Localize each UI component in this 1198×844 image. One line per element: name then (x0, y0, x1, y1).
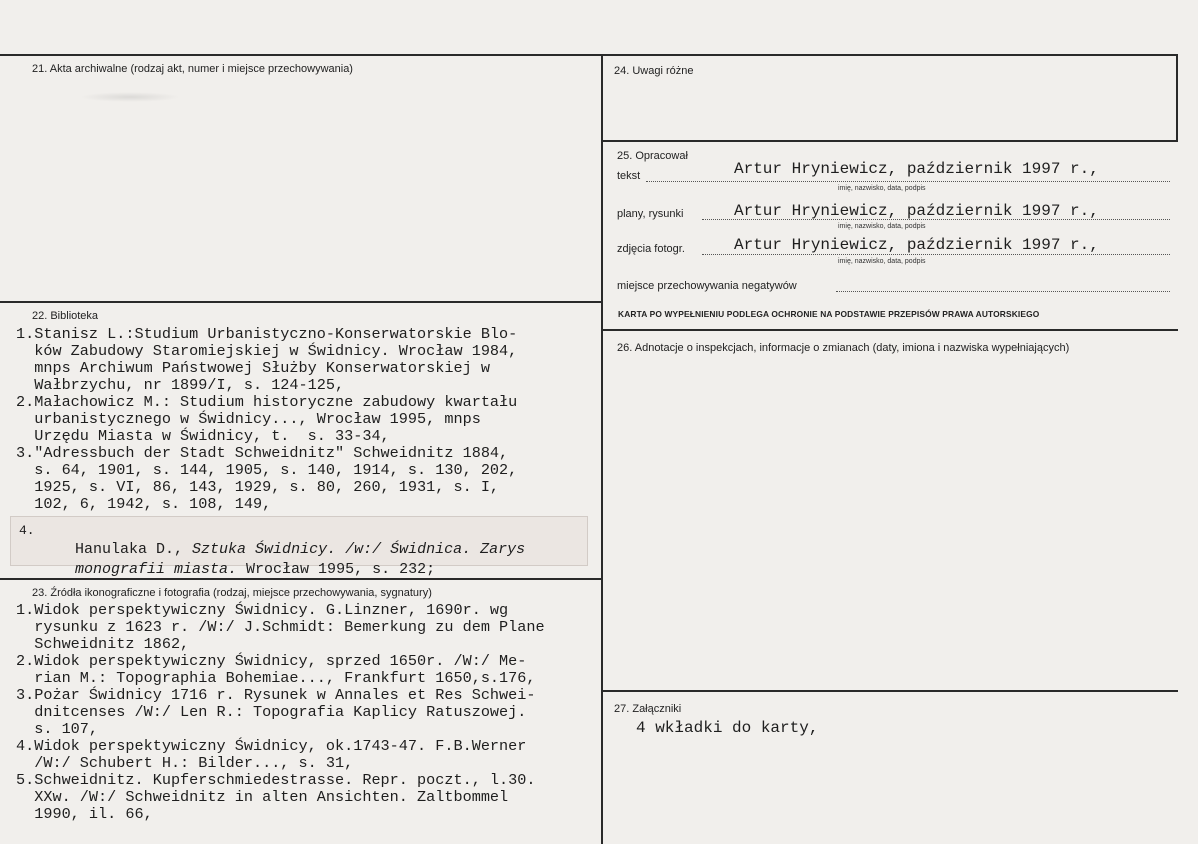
center-divider (601, 54, 603, 844)
author-row-dotted-line (646, 181, 1170, 182)
bibliography-line: s. 64, 1901, s. 144, 1905, s. 140, 1914, s. 130, 202, (16, 461, 518, 479)
bibliography-line: mnps Archiwum Państwowej Służby Konserwatorskiej w (16, 359, 490, 377)
iconography-line: XXw. /W:/ Schweidnitz in alten Ansichten. Zaltbommel (16, 788, 509, 806)
pasted-title-cont: monografii miasta. (75, 561, 238, 578)
pasted-entry-number: 4. (19, 523, 35, 538)
author-row-value-plans: Artur Hryniewicz, październik 1997 r., (734, 202, 1099, 220)
bibliography-line: ków Zabudowy Staromiejskiej w Świdnicy. Wrocław 1984, (16, 342, 518, 360)
bibliography-line: 1925, s. VI, 86, 143, 1929, s. 80, 260, 1931, s. I, (16, 478, 500, 496)
section-25-label: 25. Opracował (617, 150, 688, 162)
author-row-caption: imię, nazwisko, data, podpis (838, 258, 926, 265)
iconography-line: dnitcenses /W:/ Len R.: Topografia Kaplicy Ratuszowej. (16, 703, 527, 721)
bibliography-line: 2.Małachowicz M.: Studium historyczne zabudowy kwartału (16, 393, 518, 411)
iconography-line: /W:/ Schubert H.: Bilder..., s. 31, (16, 754, 354, 772)
divider-25-26 (602, 329, 1178, 331)
section-26-label: 26. Adnotacje o inspekcjach, informacje o zmianach (daty, imiona i nazwiska wypełniających) (617, 342, 1070, 354)
negatives-dotted-line (836, 291, 1170, 292)
iconography-line: 1990, il. 66, (16, 805, 153, 823)
top-border (0, 54, 1178, 56)
copyright-notice: KARTA PO WYPEŁNIENIU PODLEGA OCHRONIE NA PODSTAWIE PRZEPISÓW PRAWA AUTORSKIEGO (618, 309, 1040, 319)
section-24-label: 24. Uwagi różne (614, 65, 694, 77)
bibliography-line: 102, 6, 1942, s. 108, 149, (16, 495, 272, 513)
section-23-label: 23. Źródła ikonograficzne i fotografia (rodzaj, miejsce przechowywania, sygnatury) (32, 587, 432, 599)
author-row-label-plans: plany, rysunki (617, 208, 684, 220)
bibliography-line: 3."Adressbuch der Stadt Schweidnitz" Schweidnitz 1884, (16, 444, 509, 462)
section-21-label: 21. Akta archiwalne (rodzaj akt, numer i miejsce przechowywania) (32, 63, 353, 75)
author-row-label-text: tekst (617, 170, 641, 182)
divider-26-27 (602, 690, 1178, 692)
author-row-value-photos: Artur Hryniewicz, październik 1997 r., (734, 236, 1099, 254)
divider-21-22 (0, 301, 602, 303)
author-row-dotted-line (702, 254, 1170, 255)
pasted-title: Sztuka Świdnicy. /w:/ Świdnica. Zarys (192, 541, 526, 558)
bibliography-line: urbanistycznego w Świdnicy..., Wrocław 1995, mnps (16, 410, 481, 428)
author-row-label-photos: zdjęcia fotogr. (617, 243, 685, 255)
bibliography-line: Wałbrzychu, nr 1899/I, s. 124-125, (16, 376, 345, 394)
pasted-bibliography-slip (10, 516, 588, 578)
pasted-author: Hanulaka D., (75, 541, 193, 558)
author-row-caption: imię, nazwisko, data, podpis (838, 185, 926, 192)
iconography-line: s. 107, (16, 720, 99, 738)
attachments-value: 4 wkładki do karty, (636, 719, 819, 737)
iconography-line: 4.Widok perspektywiczny Świdnicy, ok.1743-47. F.B.Werner (16, 737, 527, 755)
faint-smudge (80, 92, 180, 102)
section-27-label: 27. Załączniki (614, 703, 682, 715)
iconography-line: Schweidnitz 1862, (16, 635, 190, 653)
iconography-line: 3.Pożar Świdnicy 1716 r. Rysunek w Annales et Res Schwei- (16, 686, 536, 704)
divider-24-25 (602, 140, 1178, 142)
iconography-line: 5.Schweidnitz. Kupferschmiedestrasse. Repr. poczt., l.30. (16, 771, 536, 789)
bibliography-line: 1.Stanisz L.:Studium Urbanistyczno-Konserwatorskie Blo- (16, 325, 518, 343)
iconography-line: rian M.: Topographia Bohemiae..., Frankfurt 1650,s.176, (16, 669, 536, 687)
author-row-value-text: Artur Hryniewicz, październik 1997 r., (734, 160, 1099, 178)
negatives-location-label: miejsce przechowywania negatywów (617, 280, 797, 292)
iconography-line: 1.Widok perspektywiczny Świdnicy. G.Linzner, 1690r. wg (16, 601, 509, 619)
iconography-line: 2.Widok perspektywiczny Świdnicy, sprzed 1650r. /W:/ Me- (16, 652, 527, 670)
pasted-imprint: Wrocław 1995, s. 232; (237, 561, 436, 578)
iconography-line: rysunku z 1623 r. /W:/ J.Schmidt: Bemerkung zu dem Plane (16, 618, 545, 636)
bibliography-line: Urzędu Miasta w Świdnicy, t. s. 33-34, (16, 427, 390, 445)
author-row-caption: imię, nazwisko, data, podpis (838, 223, 926, 230)
section-22-label: 22. Biblioteka (32, 310, 99, 322)
right-border-upper (1176, 54, 1178, 141)
